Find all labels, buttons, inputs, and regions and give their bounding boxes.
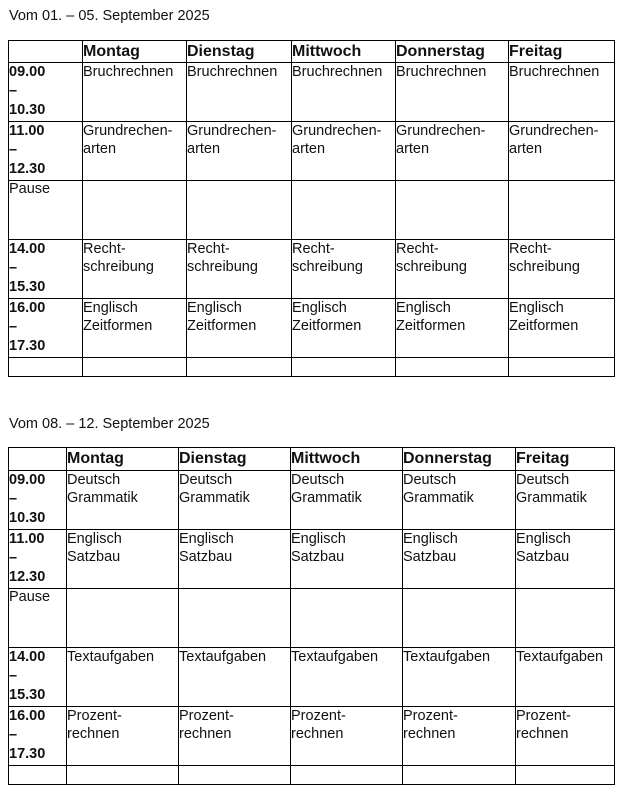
lesson-cell (67, 530, 179, 589)
lesson-cell (396, 240, 509, 299)
lesson-text: Recht- (509, 241, 552, 257)
lesson-text: Englisch (187, 300, 242, 316)
lesson-text: Englisch (403, 531, 458, 547)
lesson-text: Textaufgaben (516, 649, 604, 665)
lesson-text: Satzbau (179, 549, 233, 565)
lesson-text: Bruchrechnen (396, 64, 487, 80)
pause-row (9, 181, 615, 240)
lesson-cell (403, 471, 516, 530)
time-end: 15.30 (9, 279, 46, 295)
lesson-text: Recht- (292, 241, 335, 257)
time-end: 17.30 (9, 338, 46, 354)
empty-cell (509, 358, 615, 377)
lesson-row (9, 530, 615, 589)
lesson-text: Deutsch (516, 472, 570, 488)
lesson-text: arten (83, 141, 117, 157)
lesson-cell (292, 122, 396, 181)
lesson-text: Grammatik (67, 490, 138, 506)
day-header-freitag: Freitag (516, 448, 615, 471)
lesson-row (9, 707, 615, 766)
day-header-dienstag: Dienstag (187, 41, 292, 63)
lesson-cell (179, 530, 291, 589)
lesson-text: Grundrechen- (187, 123, 277, 139)
header-row (9, 41, 615, 63)
lesson-cell (396, 122, 509, 181)
time-end: 17.30 (9, 746, 46, 762)
empty-cell (292, 181, 396, 240)
lesson-text: rechnen (516, 726, 569, 742)
pause-label: Pause (9, 589, 67, 648)
lesson-text: schreibung (187, 259, 258, 275)
lesson-text: Satzbau (403, 549, 457, 565)
lesson-text: Englisch (83, 300, 138, 316)
empty-cell (83, 358, 187, 377)
lesson-text: schreibung (292, 259, 363, 275)
lesson-text: Grundrechen- (396, 123, 486, 139)
lesson-text: Grammatik (179, 490, 250, 506)
pause-row (9, 589, 615, 648)
empty-row (9, 358, 615, 377)
time-start: 14.00 (9, 241, 46, 257)
empty-cell (67, 589, 179, 648)
empty-row (9, 766, 615, 785)
lesson-cell (187, 240, 292, 299)
time-start: 09.00 (9, 472, 46, 488)
lesson-text: Englisch (509, 300, 564, 316)
lesson-text: schreibung (396, 259, 467, 275)
lesson-text: Englisch (396, 300, 451, 316)
lesson-text: Grundrechen- (509, 123, 599, 139)
lesson-text: Grammatik (516, 490, 587, 506)
lesson-text: Deutsch (291, 472, 345, 488)
lesson-text: Englisch (292, 300, 347, 316)
lesson-row (9, 240, 615, 299)
time-dash: – (9, 83, 18, 99)
lesson-text: Englisch (179, 531, 234, 547)
lesson-text: Zeitformen (187, 318, 257, 334)
corner-cell (9, 448, 67, 471)
empty-cell (9, 766, 67, 785)
time-dash: – (9, 142, 18, 158)
lesson-cell (516, 707, 615, 766)
lesson-text: Zeitformen (292, 318, 362, 334)
time-end: 10.30 (9, 510, 46, 526)
empty-cell (291, 766, 403, 785)
empty-cell (509, 181, 615, 240)
lesson-text: Englisch (67, 531, 122, 547)
lesson-cell (83, 299, 187, 358)
empty-cell (403, 766, 516, 785)
lesson-text: Englisch (516, 531, 571, 547)
time-end: 10.30 (9, 102, 46, 118)
lesson-text: Recht- (187, 241, 230, 257)
lesson-text: Textaufgaben (291, 649, 379, 665)
day-header-mittwoch: Mittwoch (291, 448, 403, 471)
lesson-text: Satzbau (291, 549, 345, 565)
time-slot (9, 530, 67, 589)
lesson-cell (291, 471, 403, 530)
lesson-text: Deutsch (179, 472, 233, 488)
lesson-cell (509, 299, 615, 358)
lesson-text: Zeitformen (509, 318, 579, 334)
lesson-cell (509, 63, 615, 122)
lesson-cell (292, 63, 396, 122)
lesson-cell (403, 530, 516, 589)
lesson-text: Grundrechen- (83, 123, 173, 139)
day-header-montag: Montag (67, 448, 179, 471)
time-dash: – (9, 260, 18, 276)
time-slot (9, 63, 83, 122)
lesson-text: Englisch (291, 531, 346, 547)
lesson-text: arten (292, 141, 326, 157)
time-slot (9, 471, 67, 530)
lesson-text: rechnen (179, 726, 232, 742)
time-dash: – (9, 550, 18, 566)
lesson-cell (179, 471, 291, 530)
lesson-text: schreibung (509, 259, 580, 275)
empty-cell (67, 766, 179, 785)
time-start: 16.00 (9, 708, 46, 724)
lesson-text: arten (509, 141, 543, 157)
week-1-timetable (8, 40, 615, 377)
lesson-row (9, 122, 615, 181)
time-slot (9, 122, 83, 181)
lesson-text: Prozent- (291, 708, 346, 724)
time-end: 12.30 (9, 161, 46, 177)
lesson-cell (516, 530, 615, 589)
lesson-text: Grammatik (291, 490, 362, 506)
lesson-cell (187, 63, 292, 122)
day-header-dienstag: Dienstag (179, 448, 291, 471)
time-start: 11.00 (9, 531, 45, 547)
empty-cell (83, 181, 187, 240)
lesson-cell (509, 122, 615, 181)
lesson-text: Prozent- (403, 708, 458, 724)
empty-cell (179, 766, 291, 785)
lesson-text: arten (187, 141, 221, 157)
lesson-text: Zeitformen (83, 318, 153, 334)
lesson-text: Bruchrechnen (292, 64, 383, 80)
lesson-text: Textaufgaben (67, 649, 155, 665)
empty-cell (291, 589, 403, 648)
lesson-text: Textaufgaben (403, 649, 491, 665)
week-2-title: Vom 08. – 12. September 2025 (9, 416, 210, 432)
lesson-text: Textaufgaben (179, 649, 267, 665)
time-slot (9, 648, 67, 707)
time-slot (9, 240, 83, 299)
lesson-cell (403, 648, 516, 707)
week-1-title: Vom 01. – 05. September 2025 (9, 8, 210, 24)
day-header-donnerstag: Donnerstag (396, 41, 509, 63)
lesson-text: Bruchrechnen (83, 64, 174, 80)
lesson-text: Bruchrechnen (187, 64, 278, 80)
empty-cell (9, 358, 83, 377)
header-row (9, 448, 615, 471)
day-header-montag: Montag (83, 41, 187, 63)
time-slot (9, 707, 67, 766)
lesson-cell (403, 707, 516, 766)
lesson-text: Bruchrechnen (509, 64, 600, 80)
empty-cell (396, 181, 509, 240)
lesson-cell (291, 707, 403, 766)
time-end: 12.30 (9, 569, 46, 585)
lesson-cell (396, 299, 509, 358)
time-dash: – (9, 491, 18, 507)
lesson-cell (291, 530, 403, 589)
time-dash: – (9, 319, 18, 335)
lesson-text: Deutsch (403, 472, 457, 488)
lesson-text: rechnen (291, 726, 344, 742)
lesson-cell (292, 299, 396, 358)
day-header-freitag: Freitag (509, 41, 615, 63)
day-header-mittwoch: Mittwoch (292, 41, 396, 63)
corner-cell (9, 41, 83, 63)
lesson-text: Deutsch (67, 472, 121, 488)
lesson-cell (83, 63, 187, 122)
empty-cell (187, 181, 292, 240)
lesson-cell (179, 707, 291, 766)
lesson-cell (67, 471, 179, 530)
lesson-cell (516, 648, 615, 707)
empty-cell (292, 358, 396, 377)
lesson-cell (292, 240, 396, 299)
lesson-text: Satzbau (67, 549, 121, 565)
lesson-text: Grammatik (403, 490, 474, 506)
empty-cell (179, 589, 291, 648)
lesson-text: Grundrechen- (292, 123, 382, 139)
lesson-text: Recht- (83, 241, 126, 257)
week-2-timetable (8, 447, 615, 785)
lesson-row (9, 299, 615, 358)
empty-cell (403, 589, 516, 648)
lesson-cell (187, 299, 292, 358)
lesson-row (9, 471, 615, 530)
lesson-text: Satzbau (516, 549, 570, 565)
lesson-text: Zeitformen (396, 318, 466, 334)
lesson-cell (291, 648, 403, 707)
time-start: 14.00 (9, 649, 46, 665)
lesson-cell (67, 648, 179, 707)
lesson-text: Recht- (396, 241, 439, 257)
lesson-text: rechnen (67, 726, 120, 742)
lesson-cell (67, 707, 179, 766)
pause-label: Pause (9, 181, 83, 240)
day-header-donnerstag: Donnerstag (403, 448, 516, 471)
lesson-cell (83, 240, 187, 299)
empty-cell (516, 766, 615, 785)
lesson-text: Prozent- (179, 708, 234, 724)
time-dash: – (9, 668, 18, 684)
lesson-text: rechnen (403, 726, 456, 742)
lesson-text: Prozent- (67, 708, 122, 724)
empty-cell (187, 358, 292, 377)
time-start: 09.00 (9, 64, 46, 80)
time-slot (9, 299, 83, 358)
lesson-row (9, 648, 615, 707)
lesson-cell (187, 122, 292, 181)
time-end: 15.30 (9, 687, 46, 703)
empty-cell (396, 358, 509, 377)
lesson-cell (83, 122, 187, 181)
time-dash: – (9, 727, 18, 743)
lesson-cell (516, 471, 615, 530)
time-start: 16.00 (9, 300, 46, 316)
lesson-text: arten (396, 141, 430, 157)
time-start: 11.00 (9, 123, 45, 139)
lesson-row (9, 63, 615, 122)
lesson-text: Prozent- (516, 708, 571, 724)
lesson-cell (396, 63, 509, 122)
lesson-cell (179, 648, 291, 707)
lesson-cell (509, 240, 615, 299)
empty-cell (516, 589, 615, 648)
lesson-text: schreibung (83, 259, 154, 275)
